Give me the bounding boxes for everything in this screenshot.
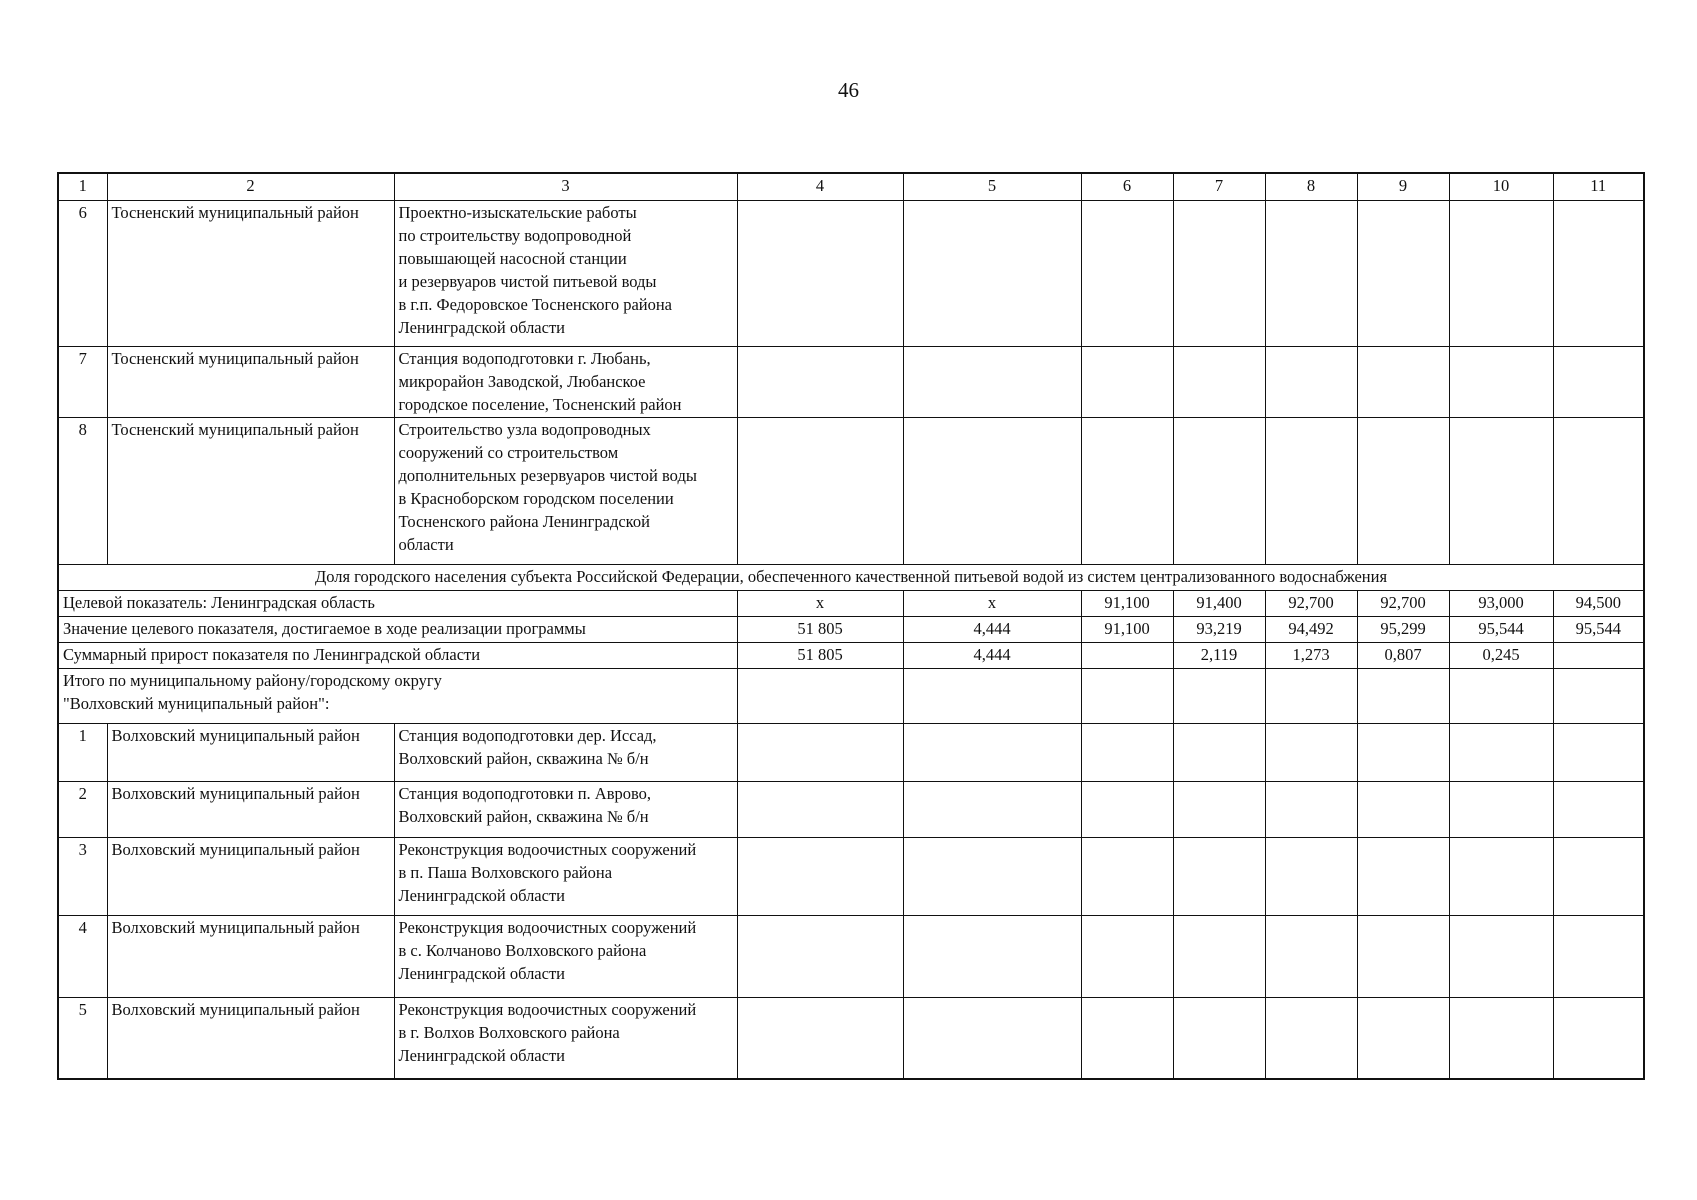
row-number: 6	[58, 201, 107, 347]
empty-cell	[903, 916, 1081, 998]
description-line: Ленинградской области	[398, 318, 565, 337]
empty-cell	[1265, 201, 1357, 347]
empty-cell	[903, 418, 1081, 565]
empty-cell	[1265, 418, 1357, 565]
empty-cell	[1553, 916, 1644, 998]
indicator-value: 94,500	[1553, 591, 1644, 617]
empty-cell	[737, 916, 903, 998]
description-line: Станция водоподготовки п. Аврово,	[398, 784, 652, 803]
indicator-value: 51 805	[737, 643, 903, 669]
description-line: Волховский район, скважина № б/н	[398, 807, 649, 826]
district-name: Волховский муниципальный район	[107, 916, 394, 998]
description-line: в Красноборском городском поселении	[398, 489, 674, 508]
object-row	[58, 347, 1644, 418]
empty-cell	[737, 724, 903, 782]
empty-cell	[1173, 418, 1265, 565]
description-line: Строительство узла водопроводных	[398, 420, 651, 439]
empty-cell	[1449, 201, 1553, 347]
district-total-label	[58, 669, 737, 724]
district-name: Тосненский муниципальный район	[107, 201, 394, 347]
indicator-value	[1081, 643, 1173, 669]
indicator-row	[58, 643, 1644, 669]
empty-cell	[1081, 347, 1173, 418]
empty-cell	[1173, 782, 1265, 838]
empty-cell	[1449, 998, 1553, 1079]
empty-cell	[1173, 201, 1265, 347]
indicator-value: 92,700	[1357, 591, 1449, 617]
object-description	[394, 916, 737, 998]
empty-cell	[737, 418, 903, 565]
object-row	[58, 724, 1644, 782]
column-number: 11	[1553, 173, 1644, 201]
object-row	[58, 782, 1644, 838]
empty-cell	[1553, 347, 1644, 418]
description-line: Проектно-изыскательские работы	[398, 203, 637, 222]
column-number: 1	[58, 173, 107, 201]
object-description	[394, 724, 737, 782]
indicator-value: 0,245	[1449, 643, 1553, 669]
empty-cell	[1449, 782, 1553, 838]
empty-cell	[1449, 347, 1553, 418]
district-name: Волховский муниципальный район	[107, 724, 394, 782]
total-label-line: Итого по муниципальному району/городскому округу	[63, 671, 442, 690]
indicator-value: 91,100	[1081, 591, 1173, 617]
description-line: в с. Колчаново Волховского района	[398, 941, 647, 960]
object-description	[394, 418, 737, 565]
empty-cell	[1265, 782, 1357, 838]
row-number: 2	[58, 782, 107, 838]
empty-cell	[1357, 418, 1449, 565]
column-number: 6	[1081, 173, 1173, 201]
page-number: 46	[838, 78, 859, 102]
description-line: микрорайон Заводской, Любанское	[398, 372, 646, 391]
empty-cell	[737, 201, 903, 347]
empty-cell	[737, 669, 903, 724]
row-number: 1	[58, 724, 107, 782]
indicator-value: 93,000	[1449, 591, 1553, 617]
object-description	[394, 782, 737, 838]
column-number: 3	[394, 173, 737, 201]
empty-cell	[1173, 724, 1265, 782]
object-row	[58, 998, 1644, 1079]
description-line: Волховский район, скважина № б/н	[398, 749, 649, 768]
empty-cell	[903, 838, 1081, 916]
empty-cell	[1265, 669, 1357, 724]
description-line: и резервуаров чистой питьевой воды	[398, 272, 657, 291]
indicator-label: Целевой показатель: Ленинградская область	[58, 591, 737, 617]
empty-cell	[1449, 916, 1553, 998]
description-line: по строительству водопроводной	[398, 226, 632, 245]
description-line: в п. Паша Волховского района	[398, 863, 613, 882]
indicator-value: 0,807	[1357, 643, 1449, 669]
description-line: городское поселение, Тосненский район	[398, 395, 682, 414]
indicator-value: 95,299	[1357, 617, 1449, 643]
object-description	[394, 347, 737, 418]
object-description	[394, 998, 737, 1079]
section-header-row	[58, 565, 1644, 591]
empty-cell	[1449, 838, 1553, 916]
empty-cell	[903, 724, 1081, 782]
empty-cell	[1357, 838, 1449, 916]
description-line: в г. Волхов Волховского района	[398, 1023, 620, 1042]
district-name: Волховский муниципальный район	[107, 998, 394, 1079]
empty-cell	[737, 998, 903, 1079]
indicator-value	[1553, 643, 1644, 669]
empty-cell	[1265, 916, 1357, 998]
indicator-value: 1,273	[1265, 643, 1357, 669]
row-number: 7	[58, 347, 107, 418]
empty-cell	[1553, 998, 1644, 1079]
district-name: Тосненский муниципальный район	[107, 418, 394, 565]
description-line: Станция водоподготовки г. Любань,	[398, 349, 651, 368]
indicator-value: 95,544	[1553, 617, 1644, 643]
description-line: Станция водоподготовки дер. Иссад,	[398, 726, 657, 745]
empty-cell	[1081, 669, 1173, 724]
empty-cell	[1173, 998, 1265, 1079]
indicator-value: 91,400	[1173, 591, 1265, 617]
empty-cell	[1081, 724, 1173, 782]
empty-cell	[1357, 724, 1449, 782]
indicator-value: 92,700	[1265, 591, 1357, 617]
empty-cell	[1081, 916, 1173, 998]
empty-cell	[1449, 418, 1553, 565]
object-description	[394, 201, 737, 347]
column-number: 7	[1173, 173, 1265, 201]
column-number: 5	[903, 173, 1081, 201]
indicator-value: х	[737, 591, 903, 617]
description-line: Реконструкция водоочистных сооружений	[398, 1000, 697, 1019]
empty-cell	[1357, 669, 1449, 724]
indicator-value: х	[903, 591, 1081, 617]
district-name: Волховский муниципальный район	[107, 782, 394, 838]
empty-cell	[1449, 669, 1553, 724]
object-row	[58, 916, 1644, 998]
empty-cell	[1081, 201, 1173, 347]
empty-cell	[903, 347, 1081, 418]
indicator-value: 2,119	[1173, 643, 1265, 669]
district-total-row	[58, 669, 1644, 724]
empty-cell	[737, 782, 903, 838]
empty-cell	[1553, 418, 1644, 565]
empty-cell	[1173, 838, 1265, 916]
description-line: Реконструкция водоочистных сооружений	[398, 918, 697, 937]
row-number: 4	[58, 916, 107, 998]
indicator-value: 93,219	[1173, 617, 1265, 643]
empty-cell	[1357, 347, 1449, 418]
empty-cell	[903, 201, 1081, 347]
description-line: в г.п. Федоровское Тосненского района	[398, 295, 673, 314]
empty-cell	[1553, 201, 1644, 347]
empty-cell	[1081, 998, 1173, 1079]
empty-cell	[1173, 669, 1265, 724]
total-label-line: "Волховский муниципальный район":	[63, 694, 330, 713]
empty-cell	[1553, 724, 1644, 782]
empty-cell	[1081, 782, 1173, 838]
empty-cell	[1449, 724, 1553, 782]
indicator-value: 4,444	[903, 643, 1081, 669]
empty-cell	[1265, 838, 1357, 916]
object-row	[58, 418, 1644, 565]
empty-cell	[1357, 998, 1449, 1079]
indicator-value: 95,544	[1449, 617, 1553, 643]
row-number: 3	[58, 838, 107, 916]
empty-cell	[903, 669, 1081, 724]
empty-cell	[903, 998, 1081, 1079]
district-name: Волховский муниципальный район	[107, 838, 394, 916]
program-table	[57, 172, 1645, 1080]
indicator-value: 51 805	[737, 617, 903, 643]
empty-cell	[1553, 782, 1644, 838]
empty-cell	[1265, 724, 1357, 782]
description-line: сооружений со строительством	[398, 443, 619, 462]
description-line: повышающей насосной станции	[398, 249, 627, 268]
indicator-row	[58, 591, 1644, 617]
description-line: Ленинградской области	[398, 964, 565, 983]
description-line: Тосненского района Ленинградской	[398, 512, 650, 531]
object-row	[58, 838, 1644, 916]
empty-cell	[1173, 916, 1265, 998]
empty-cell	[1265, 998, 1357, 1079]
indicator-value: 4,444	[903, 617, 1081, 643]
description-line: области	[398, 535, 454, 554]
description-line: дополнительных резервуаров чистой воды	[398, 466, 697, 485]
row-number: 8	[58, 418, 107, 565]
column-number: 4	[737, 173, 903, 201]
column-number: 2	[107, 173, 394, 201]
row-number: 5	[58, 998, 107, 1079]
empty-cell	[1553, 669, 1644, 724]
indicator-value: 91,100	[1081, 617, 1173, 643]
empty-cell	[1081, 418, 1173, 565]
object-description	[394, 838, 737, 916]
empty-cell	[1357, 916, 1449, 998]
column-number-row	[58, 173, 1644, 201]
district-name: Тосненский муниципальный район	[107, 347, 394, 418]
indicator-label: Значение целевого показателя, достигаемое в ходе реализации программы	[58, 617, 737, 643]
empty-cell	[737, 347, 903, 418]
description-line: Реконструкция водоочистных сооружений	[398, 840, 697, 859]
empty-cell	[1173, 347, 1265, 418]
indicator-row	[58, 617, 1644, 643]
empty-cell	[737, 838, 903, 916]
empty-cell	[1357, 201, 1449, 347]
description-line: Ленинградской области	[398, 1046, 565, 1065]
indicator-label: Суммарный прирост показателя по Ленинградской области	[58, 643, 737, 669]
section-header: Доля городского населения субъекта Российской Федерации, обеспеченного качественной питьевой водой из систем централизованного водоснабжения	[58, 565, 1644, 591]
empty-cell	[1081, 838, 1173, 916]
empty-cell	[1357, 782, 1449, 838]
indicator-value: 94,492	[1265, 617, 1357, 643]
empty-cell	[1553, 838, 1644, 916]
object-row	[58, 201, 1644, 347]
description-line: Ленинградской области	[398, 886, 565, 905]
empty-cell	[903, 782, 1081, 838]
column-number: 10	[1449, 173, 1553, 201]
column-number: 9	[1357, 173, 1449, 201]
empty-cell	[1265, 347, 1357, 418]
column-number: 8	[1265, 173, 1357, 201]
